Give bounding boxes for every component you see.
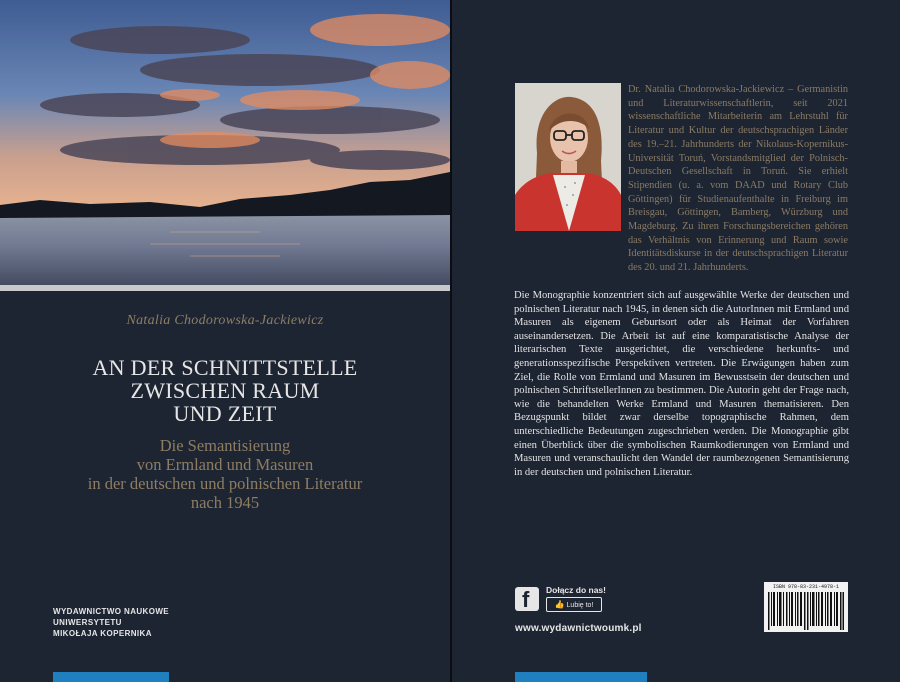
book-description: Die Monographie konzentriert sich auf ausgewählte Werke der deutschen und polnischen Literatur nach 1945, in denen sich die AutorInnen mit Ermland und Masuren als eigenem Geburtsort oder als Heimat der Vorfahren auseinandersetzen. Die Arbeit ist auf eine komparatistische Analyse der literarischen Texte ausgerichtet, die verschiedene herkunfts- und generationsspezifische Perspektiven vertreten. Die Erwägungen haben zum Ziel, die Rolle von Ermland und Masuren im Bewusstsein der deutschen und polnischen SchriftstellerInnen zu bestimmen. Die Autorin geht der Frage nach, wie die behandelten Werke Ermland und Masuren thematisieren. Den Bezugspunkt bildet zwar derselbe topographische Rahmen, dem unterschiedliche Bedeutungen zugeschrieben werden. Die Monographie gibt einen Überblick über die symbolischen Raumkodierungen von Ermland und Masuren und veranschaulicht den Wandel der raumbezogenen Semantisierung in der deutschen und polnischen Literatur. [514, 290, 849, 478]
thumbs-up-icon: 👍 [554, 600, 565, 609]
cover-photo-lake-sunset [0, 0, 450, 285]
title-line: AN DER SCHNITTSTELLE [92, 355, 358, 380]
photo-frame-line [0, 285, 450, 291]
publisher-line: MIKOŁAJA KOPERNIKA [53, 629, 152, 638]
subtitle-line: Die Semantisierung [159, 436, 291, 455]
title-line: ZWISCHEN RAUM [130, 378, 320, 403]
back-accent-bar [515, 672, 647, 682]
publisher-line: WYDAWNICTWO NAUKOWE [53, 607, 170, 616]
like-label: Lubię to! [566, 602, 594, 609]
title-line: UND ZEIT [173, 401, 277, 426]
facebook-icon[interactable] [515, 587, 539, 611]
book-title [0, 356, 450, 425]
subtitle-line: von Ermland und Masuren [136, 455, 314, 474]
publisher-logo-text [53, 606, 169, 639]
subtitle-line: nach 1945 [190, 493, 260, 512]
author-portrait [515, 83, 621, 231]
author-name: Natalia Chodorowska-Jackiewicz [126, 313, 324, 328]
author-bio: Dr. Natalia Chodorowska-Jackiewicz – Germanistin und Literaturwissenschaftlerin, seit 2021 wissenschaftliche Mitarbeiterin am Lehrstuhl für Literatur und Kultur der deutschsprachigen Länder des 19.–21. Jahrhunderts der Nikolaus-Kopernikus-Universität Toruń, Vorstandsmitglied der Polnisch-Deutschen Gesellschaft in Toruń. Sie erhielt Stipendien (u. a. vom DAAD und Rotary Club Göttingen) für Studienaufenthalte in Freiburg im Breisgau, Göttingen, Bamberg, Würzburg und Magdeburg. Zu ihren Forschungsbereichen gehören das Verhältnis von Erinnerung und Raum sowie Identitätsdiskurse in der deutschsprachigen Literatur des 20. und 21. Jahrhunderts. [628, 84, 848, 274]
isbn-barcode-box [764, 582, 848, 632]
barcode-icon [768, 592, 844, 630]
book-subtitle [0, 436, 450, 512]
social-prompt: Dołącz do nas! [546, 585, 606, 595]
back-cover [452, 0, 900, 682]
front-accent-bar [53, 672, 169, 682]
publisher-website-link[interactable]: www.wydawnictwoumk.pl [515, 623, 642, 634]
subtitle-line: in der deutschen und polnischen Literatur [87, 474, 363, 493]
isbn-number: ISBN 978-83-231-4978-1 [772, 584, 839, 590]
publisher-line: UNIWERSYTETU [53, 618, 122, 627]
facebook-glyph: f [522, 587, 530, 612]
like-button[interactable] [546, 597, 602, 612]
